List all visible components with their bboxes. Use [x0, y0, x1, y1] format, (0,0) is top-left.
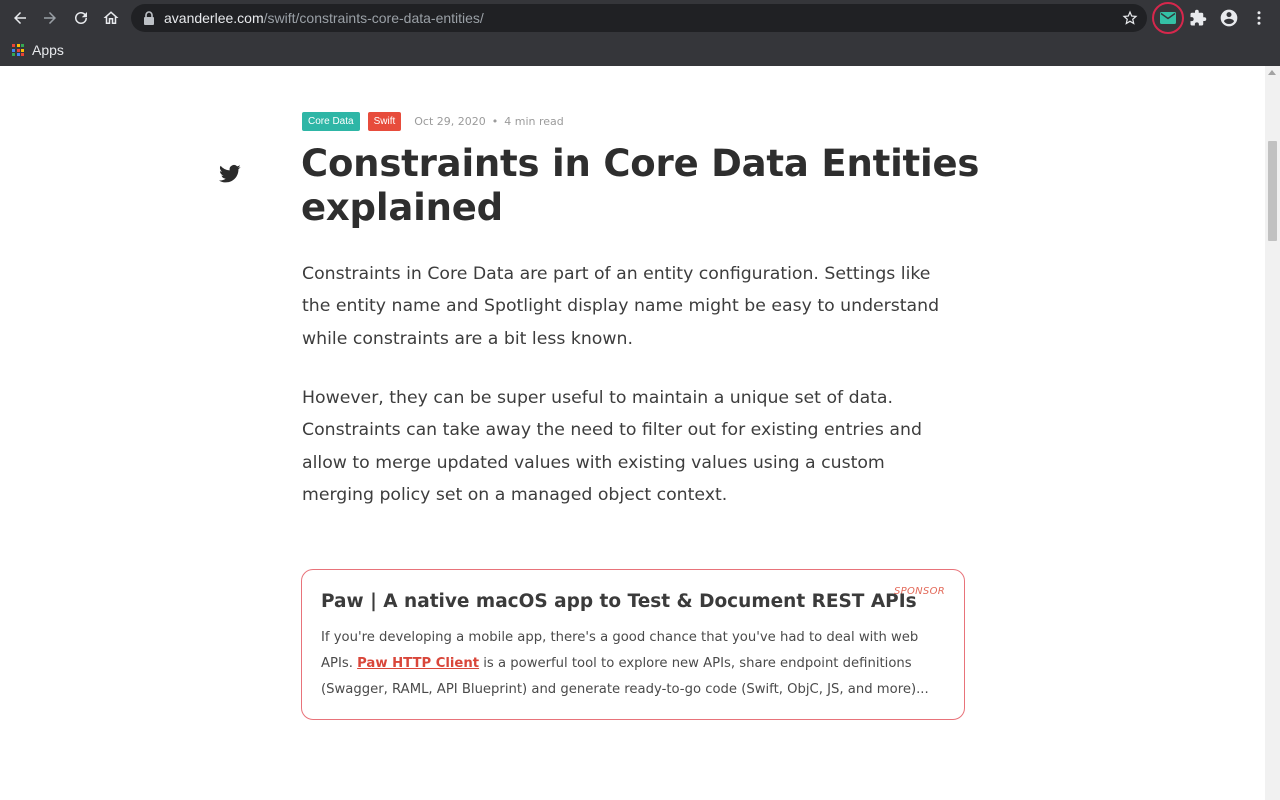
page-content — [0, 66, 1280, 800]
browser-chrome — [0, 0, 1280, 66]
sponsor-body-after: is a powerful tool to explore new APIs, share endpoint definitions (Swagger, RAML, API Blueprint) and generate ready-to-go code (Swift, ObjC, JS, and more)... — [321, 655, 929, 697]
bookmark-star-icon[interactable] — [1121, 9, 1139, 27]
paw-http-client-link[interactable]: Paw HTTP Client — [357, 655, 480, 671]
apps-shortcut[interactable] — [12, 40, 64, 60]
sponsor-label: SPONSOR — [894, 586, 945, 597]
puzzle-icon — [1189, 9, 1207, 27]
article-meta — [302, 111, 564, 131]
more-vert-icon — [1250, 9, 1268, 27]
mail-extension-button[interactable] — [1152, 2, 1184, 34]
lock-icon — [143, 11, 155, 25]
home-icon — [102, 9, 120, 27]
sponsor-title: Paw | A native macOS app to Test & Document REST APIs — [321, 591, 917, 612]
tag-core-data[interactable]: Core Data — [302, 112, 360, 131]
read-time: 4 min read — [504, 114, 564, 128]
menu-button[interactable] — [1247, 6, 1271, 30]
forward-button[interactable] — [38, 6, 62, 30]
scroll-up-arrow-icon[interactable] — [1268, 70, 1276, 75]
url-path: /swift/constraints-core-data-entities/ — [263, 10, 484, 26]
url-text[interactable] — [164, 10, 484, 26]
reload-icon — [72, 9, 90, 27]
article-title: Constraints in Core Data Entities explained — [301, 142, 980, 229]
back-button[interactable] — [8, 6, 32, 30]
browser-toolbar — [0, 0, 1280, 36]
arrow-left-icon — [11, 9, 29, 27]
apps-label: Apps — [32, 42, 64, 58]
meta-separator: • — [491, 114, 499, 128]
address-bar[interactable] — [131, 4, 1147, 32]
sponsor-box — [301, 569, 965, 720]
publish-date: Oct 29, 2020 — [414, 114, 486, 128]
sponsor-body — [321, 625, 941, 702]
url-host: avanderlee.com — [164, 10, 264, 26]
home-button[interactable] — [99, 6, 123, 30]
account-icon — [1219, 8, 1239, 28]
bookmarks-bar — [0, 36, 1280, 64]
reload-button[interactable] — [69, 6, 93, 30]
arrow-right-icon — [41, 9, 59, 27]
extensions-button[interactable] — [1186, 6, 1210, 30]
intro-paragraph: Constraints in Core Data are part of an entity configuration. Settings like the entity name and Spotlight display name might be easy to understand while constraints are a bit less known. — [302, 264, 940, 349]
tag-swift[interactable]: Swift — [368, 112, 402, 131]
twitter-icon[interactable] — [219, 164, 241, 184]
mail-icon — [1160, 12, 1176, 24]
sponsor-body-before: If you're developing a mobile app, there's a good chance that you've had to deal with web APIs. — [321, 630, 919, 671]
second-paragraph: However, they can be super useful to maintain a unique set of data. Constraints can take away the need to filter out for existing entries and allow to merge updated values with existing values using a custom merging policy set on a managed object context. — [302, 388, 922, 505]
page-scrollbar[interactable] — [1265, 66, 1280, 800]
apps-grid-icon — [12, 44, 24, 56]
scrollbar-thumb[interactable] — [1268, 141, 1277, 241]
profile-button[interactable] — [1217, 6, 1241, 30]
